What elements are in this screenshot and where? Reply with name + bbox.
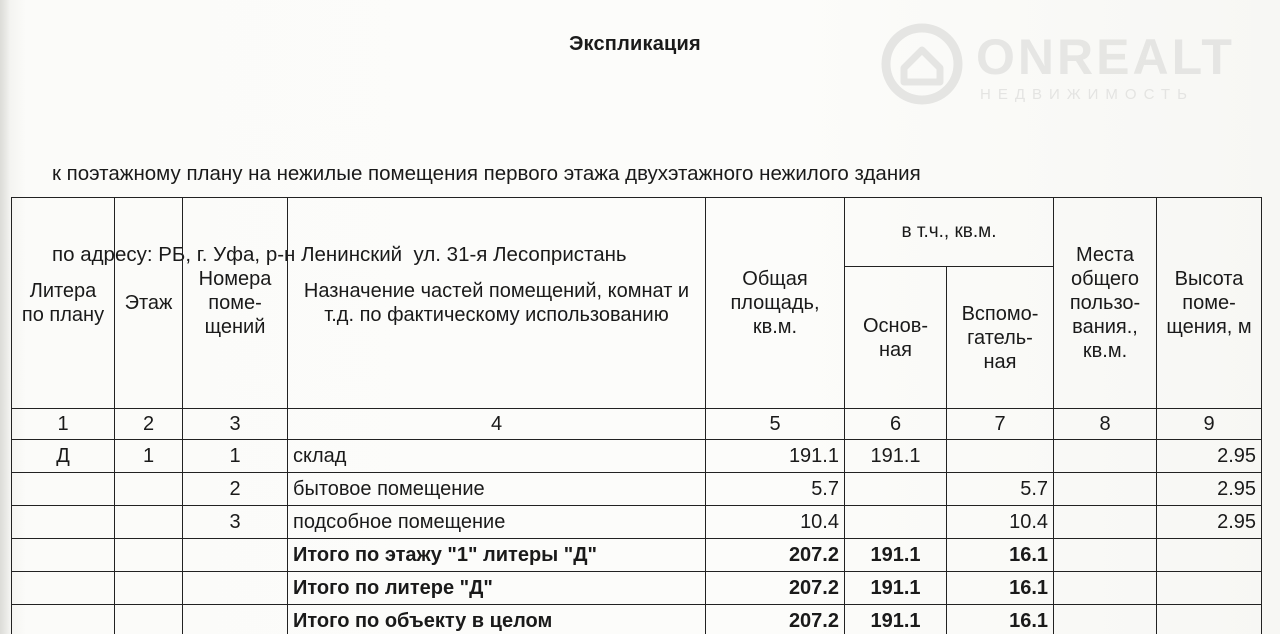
cell-litera	[12, 539, 115, 572]
cell-main	[845, 473, 947, 506]
header-litera: Литера по плану	[12, 198, 115, 409]
cell-total: 207.2	[706, 572, 845, 605]
cell-room	[183, 605, 288, 634]
cell-total: 10.4	[706, 506, 845, 539]
cell-room	[183, 572, 288, 605]
table-row	[12, 440, 1262, 473]
cell-purpose: Итого по объекту в целом	[288, 605, 706, 634]
column-number: 6	[845, 409, 947, 440]
cell-height	[1157, 572, 1262, 605]
cell-common	[1054, 440, 1157, 473]
header-including-group: в т.ч., кв.м.	[845, 198, 1054, 267]
cell-room: 3	[183, 506, 288, 539]
cell-main: 191.1	[845, 539, 947, 572]
column-number: 8	[1054, 409, 1157, 440]
cell-floor	[115, 473, 183, 506]
cell-total: 5.7	[706, 473, 845, 506]
cell-main: 191.1	[845, 572, 947, 605]
cell-litera	[12, 605, 115, 634]
cell-common	[1054, 539, 1157, 572]
cell-purpose: склад	[288, 440, 706, 473]
table-row	[12, 473, 1262, 506]
column-number: 1	[12, 409, 115, 440]
column-number: 2	[115, 409, 183, 440]
table-row	[12, 539, 1262, 572]
cell-floor: 1	[115, 440, 183, 473]
cell-floor	[115, 605, 183, 634]
header-height: Высота поме-щения, м	[1157, 198, 1262, 409]
cell-litera	[12, 506, 115, 539]
cell-aux	[947, 440, 1054, 473]
cell-common	[1054, 572, 1157, 605]
cell-purpose: Итого по этажу "1" литеры "Д"	[288, 539, 706, 572]
column-number: 3	[183, 409, 288, 440]
watermark-tagline: НЕДВИЖИМОСТЬ	[980, 86, 1194, 103]
document-title: Экспликация	[569, 33, 701, 55]
header-room-numbers: Номера поме-щений	[183, 198, 288, 409]
cell-main	[845, 506, 947, 539]
cell-floor	[115, 572, 183, 605]
cell-height	[1157, 539, 1262, 572]
cell-litera: Д	[12, 440, 115, 473]
header-total-area: Общая площадь, кв.м.	[706, 198, 845, 409]
column-number: 4	[288, 409, 706, 440]
cell-room: 1	[183, 440, 288, 473]
column-number: 7	[947, 409, 1054, 440]
column-number: 9	[1157, 409, 1262, 440]
header-common-area: Места общего пользо-вания., кв.м.	[1054, 198, 1157, 409]
table-header-row	[12, 198, 1262, 267]
table-row	[12, 605, 1262, 634]
column-number: 5	[706, 409, 845, 440]
cell-room: 2	[183, 473, 288, 506]
cell-total: 191.1	[706, 440, 845, 473]
cell-aux: 16.1	[947, 605, 1054, 634]
cell-purpose: бытовое помещение	[288, 473, 706, 506]
cell-floor	[115, 506, 183, 539]
cell-height: 2.95	[1157, 473, 1262, 506]
table-row	[12, 506, 1262, 539]
cell-aux: 16.1	[947, 539, 1054, 572]
cell-common	[1054, 506, 1157, 539]
subtitle-line: по адресу: РБ, г. Уфа, р-н Ленинский ул. 31-я Лесопристань	[52, 243, 627, 266]
cell-litera	[12, 473, 115, 506]
cell-common	[1054, 605, 1157, 634]
header-floor: Этаж	[115, 198, 183, 409]
cell-height	[1157, 605, 1262, 634]
cell-aux: 5.7	[947, 473, 1054, 506]
cell-aux: 10.4	[947, 506, 1054, 539]
header-purpose: Назначение частей помещений, комнат и т.д. по фактическому использованию	[288, 198, 706, 409]
header-main-area: Основ-ная	[845, 267, 947, 409]
subtitle-line: к поэтажному плану на нежилые помещения первого этажа двухэтажного нежилого здания	[52, 162, 921, 185]
cell-aux: 16.1	[947, 572, 1054, 605]
cell-total: 207.2	[706, 605, 845, 634]
cell-floor	[115, 539, 183, 572]
cell-room	[183, 539, 288, 572]
explication-table	[11, 197, 1262, 634]
cell-height: 2.95	[1157, 440, 1262, 473]
watermark-brand: ONREALT	[976, 29, 1235, 85]
cell-main: 191.1	[845, 440, 947, 473]
cell-main: 191.1	[845, 605, 947, 634]
table-row	[12, 572, 1262, 605]
scan-edge-shadow	[0, 0, 10, 634]
cell-total: 207.2	[706, 539, 845, 572]
cell-litera	[12, 572, 115, 605]
column-numbers-row	[12, 409, 1262, 440]
cell-purpose: Итого по литере "Д"	[288, 572, 706, 605]
cell-common	[1054, 473, 1157, 506]
header-aux-area: Вспомо-гатель-ная	[947, 267, 1054, 409]
cell-height: 2.95	[1157, 506, 1262, 539]
cell-purpose: подсобное помещение	[288, 506, 706, 539]
